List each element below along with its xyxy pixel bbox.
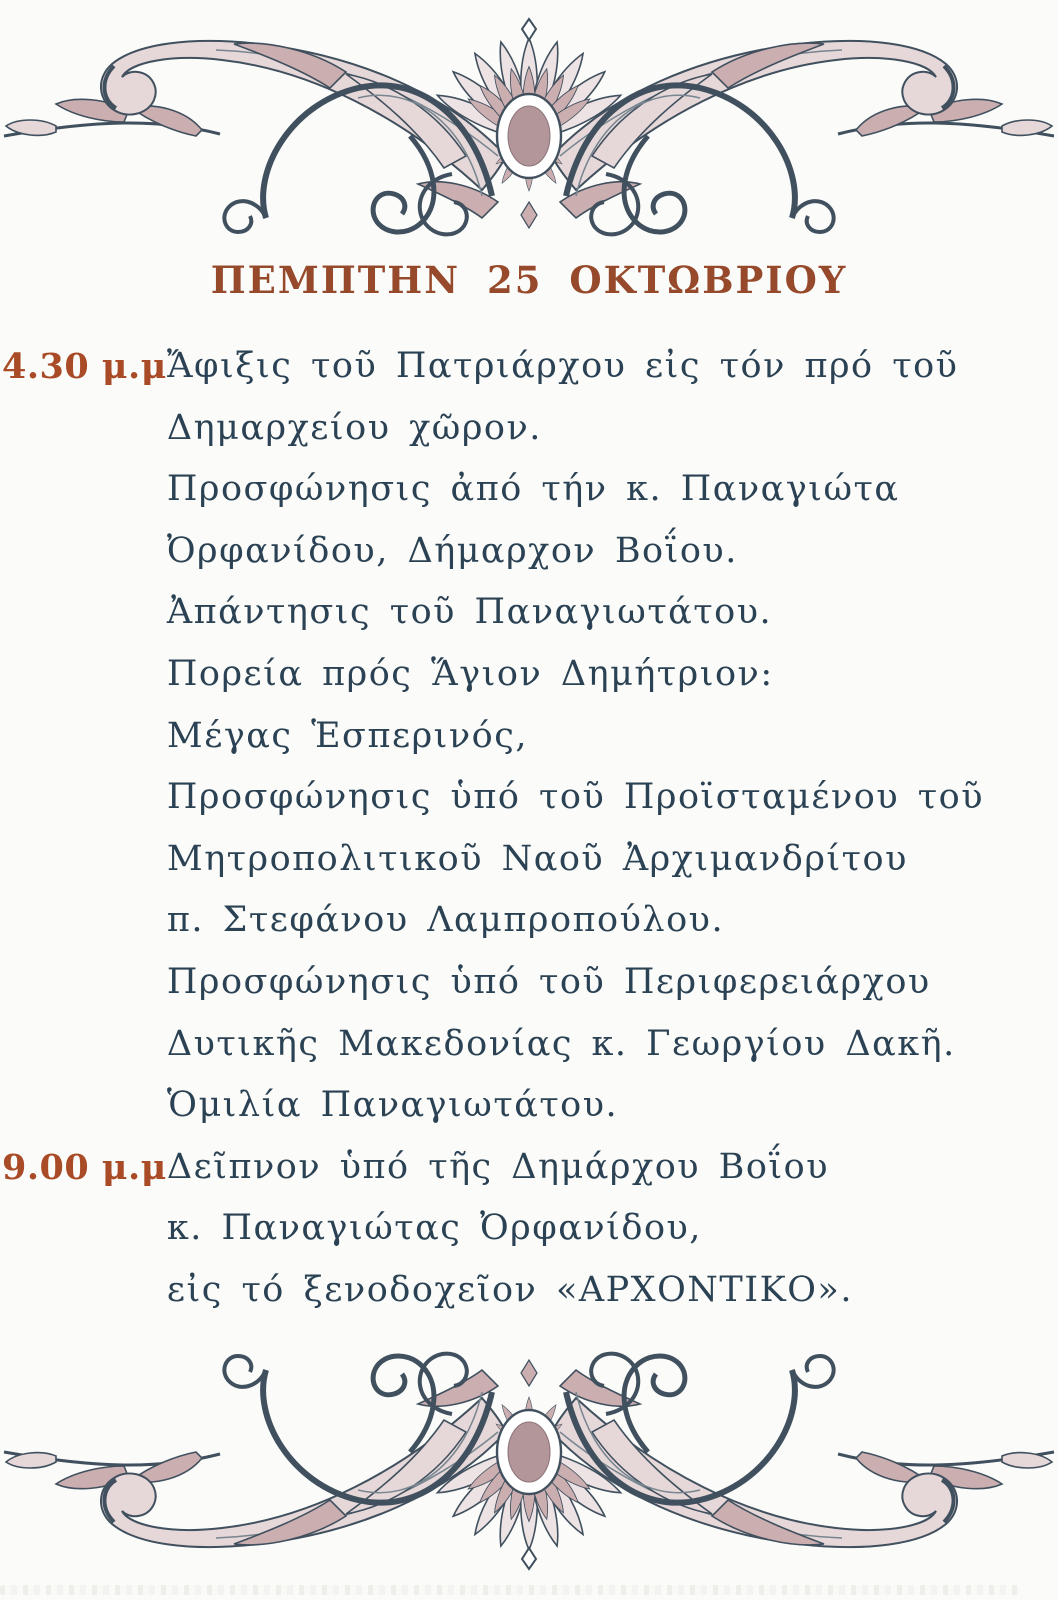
schedule-line: Ὀρφανίδου, Δήμαρχον Βοΐου. bbox=[166, 530, 738, 571]
page-title: ΠΕΜΠΤΗΝ 25 ΟΚΤΩΒΡΙΟΥ bbox=[210, 258, 848, 302]
schedule-line: κ. Παναγιώτας Ὀρφανίδου, bbox=[166, 1208, 702, 1249]
schedule-entry bbox=[0, 336, 1058, 1137]
schedule-line: Μητροπολιτικοῦ Ναοῦ Ἀρχιμανδρίτου bbox=[166, 838, 908, 879]
schedule-line: Δυτικῆς Μακεδονίας κ. Γεωργίου Δακῆ. bbox=[166, 1023, 956, 1064]
schedule-line: Πορεία πρός Ἅγιον Δημήτριον: bbox=[166, 653, 774, 694]
schedule-line: Ἀπάντησις τοῦ Παναγιωτάτου. bbox=[166, 592, 773, 633]
schedule-line: Ὁμιλία Παναγιωτάτου. bbox=[166, 1085, 619, 1126]
time-label: 9.00 μ.μ bbox=[2, 1146, 167, 1188]
entry-lines bbox=[167, 1137, 1058, 1322]
acanthus-flourish-icon bbox=[0, 6, 1058, 238]
schedule-line: Ἄφιξις τοῦ Πατριάρχου εἰς τόν πρό τοῦ bbox=[166, 346, 959, 386]
bottom-flourish-ornament bbox=[0, 1350, 1058, 1582]
schedule-line: Προσφώνησις ὑπό τοῦ Προϊσταμένου τοῦ bbox=[166, 777, 984, 818]
schedule-line: π. Στεφάνου Λαμπροπούλου. bbox=[166, 900, 725, 941]
acanthus-flourish-mirrored-icon bbox=[0, 1350, 1058, 1582]
scan-edge-artifact bbox=[0, 1585, 1020, 1595]
schedule-entry bbox=[0, 1137, 1058, 1322]
schedule-line: εἰς τό ξενοδοχεῖον «ΑΡΧΟΝΤΙΚΟ». bbox=[166, 1269, 853, 1310]
time-label: 4.30 μ.μ bbox=[2, 346, 167, 387]
schedule bbox=[0, 336, 1058, 1322]
schedule-line: Δημαρχείου χῶρον. bbox=[166, 407, 542, 448]
schedule-line: Προσφώνησις ὑπό τοῦ Περιφερειάρχου bbox=[166, 961, 931, 1002]
schedule-line: Μέγας Ἑσπερινός, bbox=[166, 715, 528, 756]
top-flourish-ornament bbox=[0, 6, 1058, 238]
schedule-line: Δεῖπνον ὑπό τῆς Δημάρχου Βοΐου bbox=[166, 1146, 830, 1187]
entry-lines bbox=[167, 336, 1058, 1137]
schedule-line: Προσφώνησις ἀπό τήν κ. Παναγιώτα bbox=[166, 469, 900, 510]
